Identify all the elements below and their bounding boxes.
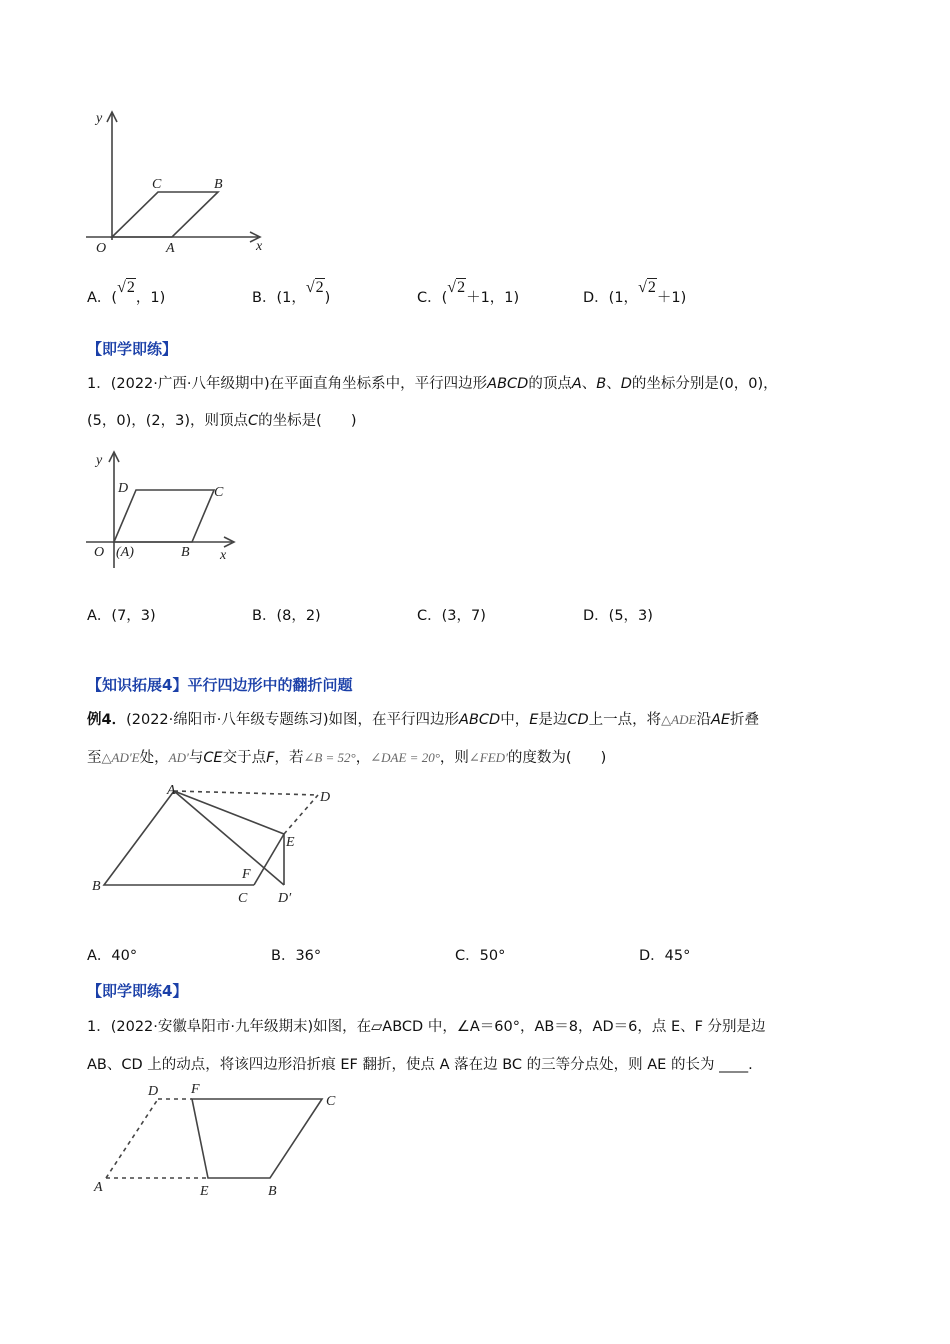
ex-angle-fed: ∠FED′ xyxy=(468,750,508,765)
q1-text-d: (5，0)，(2，3)，则顶点 xyxy=(87,413,249,429)
q1-option-b[interactable]: B．(8，2) xyxy=(252,608,321,624)
side-ed-dashed xyxy=(284,795,318,834)
quadrilateral-ebcf xyxy=(192,1099,322,1178)
q1-a: A xyxy=(571,376,582,392)
ex-text-f: 折叠 xyxy=(730,712,760,728)
label-d-prime: D′ xyxy=(278,891,292,906)
option-b-prefix: B．(1， xyxy=(252,290,306,306)
q1-option-c[interactable]: C．(3，7) xyxy=(417,608,486,624)
ex-e: E xyxy=(529,712,539,728)
ex-comma: ， xyxy=(355,750,371,766)
label-e: E xyxy=(286,835,295,850)
segment-adp xyxy=(174,791,284,885)
ex-text-i: 与 xyxy=(188,750,204,766)
label-e: E xyxy=(200,1184,209,1199)
label-o: O xyxy=(94,545,105,560)
ex-angle-b: ∠B = 52° xyxy=(303,750,356,765)
q1-sep2: 、 xyxy=(606,376,621,392)
ex-text-m: 的度数为( ) xyxy=(507,750,607,766)
ex-triangle-adpe: △AD′E xyxy=(101,750,140,765)
label-c: C xyxy=(326,1094,336,1109)
ex-text-d: 上一点，将 xyxy=(588,712,662,728)
sqrt-2: √2 xyxy=(305,279,324,296)
ex-ce: CE xyxy=(203,750,223,766)
ex-f: F xyxy=(266,750,275,766)
label-d: D xyxy=(320,790,331,805)
ex-angle-dae: ∠DAE = 20° xyxy=(370,750,440,765)
ex-text-c: 是边 xyxy=(538,712,568,728)
sqrt-arg: 2 xyxy=(457,279,466,296)
figure-parallelogram-oabc xyxy=(80,100,280,260)
ex-option-b[interactable]: B．36° xyxy=(271,948,322,964)
label-c: C xyxy=(214,485,224,500)
label-a: A xyxy=(94,1180,103,1195)
ex-text-j: 交于点 xyxy=(222,750,267,766)
side-ad-dashed xyxy=(174,791,318,795)
option-b[interactable] xyxy=(252,279,331,307)
q1-d: D xyxy=(620,376,632,392)
sqrt-arg: 2 xyxy=(126,279,135,296)
ex-cd: CD xyxy=(567,712,589,728)
side-ad-dashed xyxy=(106,1099,158,1178)
section-heading-extension-4: 【知识拓展4】平行四边形中的翻折问题 xyxy=(87,676,353,694)
label-d: D xyxy=(148,1084,159,1099)
q1-c: C xyxy=(248,413,259,429)
option-c-prefix: C．( xyxy=(417,290,448,306)
practice-4-question-line-1: 1．(2022·安徽阜阳市·九年级期末)如图，在▱ABCD 中，∠A＝60°，AB＝8，AD＝6，点 E、F 分别是边 xyxy=(87,1019,766,1035)
section-heading-practice: 【即学即练】 xyxy=(87,340,178,358)
question-1-line-2 xyxy=(87,409,356,430)
ex-label: 例4． xyxy=(87,712,127,728)
sqrt-arg: 2 xyxy=(315,279,324,296)
q1-option-d[interactable]: D．(5，3) xyxy=(583,608,653,624)
option-d-prefix: D．(1， xyxy=(583,290,639,306)
ex-text-g: 至 xyxy=(87,750,102,766)
label-c: C xyxy=(152,177,162,192)
label-b: B xyxy=(92,879,101,894)
figure-parallelogram-abcd-axes xyxy=(80,440,250,575)
option-a-suffix: ，1) xyxy=(135,290,166,306)
label-x: x xyxy=(220,548,227,563)
q1-text-c: 的坐标分别是(0，0)， xyxy=(631,376,778,392)
ex-adp: AD′ xyxy=(168,750,189,765)
label-y: y xyxy=(96,453,103,468)
ex-abcd: ABCD xyxy=(459,712,501,728)
ex-text-l: ，则 xyxy=(439,750,469,766)
ex-triangle-ade: △ADE xyxy=(661,712,697,727)
option-c[interactable] xyxy=(417,279,520,307)
parallelogram-shape xyxy=(112,192,218,237)
sqrt-2: √2 xyxy=(117,279,135,296)
q1-sep1: 、 xyxy=(581,376,597,392)
side-ab-bc xyxy=(104,791,254,885)
segment-ae xyxy=(174,791,284,834)
q1-text-b: 的顶点 xyxy=(528,376,572,392)
q1-b: B xyxy=(596,376,607,392)
label-x: x xyxy=(256,239,263,254)
sqrt-2: √2 xyxy=(638,279,656,296)
q1-text-a: 1．(2022·广西·八年级期中)在平面直角坐标系中，平行四边形 xyxy=(87,376,488,392)
label-d: D xyxy=(118,481,129,496)
side-ce xyxy=(254,834,284,885)
figure-fold-parallelogram xyxy=(88,780,348,910)
ex-ae: AE xyxy=(710,712,731,728)
label-y: y xyxy=(96,111,103,126)
label-a: A xyxy=(167,783,176,798)
ex-text-b: 中， xyxy=(500,712,530,728)
label-f: F xyxy=(191,1082,200,1097)
ex-text-a: (2022·绵阳市·八年级专题练习)如图，在平行四边形 xyxy=(126,712,460,728)
ex-text-k: ，若 xyxy=(274,750,304,766)
label-f: F xyxy=(242,867,251,882)
question-1-line-1 xyxy=(87,372,778,393)
section-heading-practice-4: 【即学即练4】 xyxy=(87,982,188,1000)
ex-option-c[interactable]: C．50° xyxy=(455,948,506,964)
label-b: B xyxy=(181,545,190,560)
example-4-line-2 xyxy=(87,746,606,767)
option-a-prefix: A．( xyxy=(87,290,118,306)
option-d[interactable] xyxy=(583,279,687,307)
label-b: B xyxy=(214,177,223,192)
ex-text-h: 处， xyxy=(139,750,169,766)
sqrt-2: √2 xyxy=(447,279,466,296)
q1-text-e: 的坐标是( ) xyxy=(258,413,357,429)
label-a: A xyxy=(166,241,175,256)
option-c-suffix: ＋1，1) xyxy=(466,290,520,306)
label-b: B xyxy=(268,1184,277,1199)
option-d-suffix: ＋1) xyxy=(656,290,687,306)
figure-fold-ef xyxy=(88,1075,358,1205)
ex-option-d[interactable]: D．45° xyxy=(639,948,691,964)
q1-abcd: ABCD xyxy=(487,376,529,392)
sqrt-arg: 2 xyxy=(647,279,656,296)
ex-text-e: 沿 xyxy=(696,712,711,728)
label-o: O xyxy=(96,241,107,256)
label-origin-a: (A) xyxy=(116,545,134,560)
option-a[interactable] xyxy=(87,279,166,307)
option-b-suffix: ) xyxy=(324,290,331,306)
practice-4-question-line-2: AB、CD 上的动点，将该四边形沿折痕 EF 翻折，使点 A 落在边 BC 的三等分点处，则 AE 的长为 ____. xyxy=(87,1057,753,1073)
label-c: C xyxy=(238,891,248,906)
example-4-line-1 xyxy=(87,708,759,729)
q1-option-a[interactable]: A．(7，3) xyxy=(87,608,156,624)
ex-option-a[interactable]: A．40° xyxy=(87,948,138,964)
parallelogram-shape xyxy=(114,490,214,542)
